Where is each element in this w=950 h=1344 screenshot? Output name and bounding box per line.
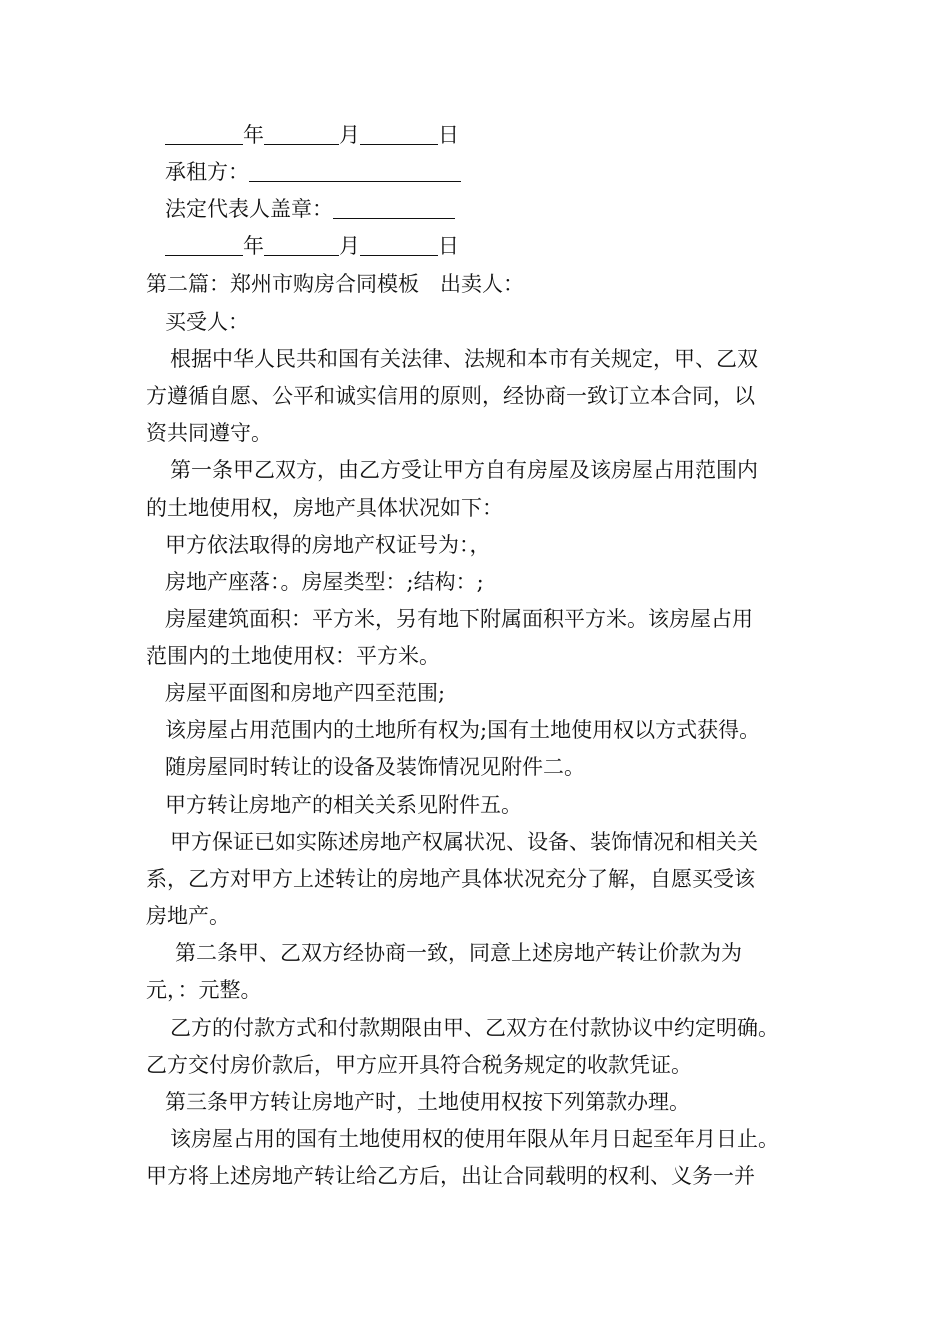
year-blank: [165, 124, 243, 145]
day-label: 日: [438, 234, 459, 258]
text-line: 买受人：: [165, 310, 249, 334]
text-line: 的土地使用权，房地产具体状况如下：: [146, 496, 503, 520]
section-heading: 第二篇：郑州市购房合同模板 出卖人：: [146, 272, 524, 296]
text-line: 第一条甲乙双方，由乙方受让甲方自有房屋及该房屋占用范围内: [170, 458, 758, 482]
text-line: 资共同遵守。: [146, 421, 272, 445]
text-line: 第三条甲方转让房地产时，土地使用权按下列第款办理。: [165, 1090, 690, 1114]
month-blank: [264, 235, 339, 256]
day-blank: [360, 235, 438, 256]
text-line: 甲方依法取得的房地产权证号为：，: [165, 533, 491, 557]
year-label: 年: [243, 234, 264, 258]
text-line: 范围内的土地使用权：平方米。: [146, 644, 440, 668]
text-line: 乙方交付房价款后，甲方应开具符合税务规定的收款凭证。: [146, 1053, 692, 1077]
month-blank: [264, 124, 339, 145]
year-label: 年: [243, 123, 264, 147]
text-line: 乙方的付款方式和付款期限由甲、乙双方在付款协议中约定明确。: [170, 1016, 779, 1040]
text-line: 系，乙方对甲方上述转让的房地产具体状况充分了解，自愿买受该: [146, 867, 755, 891]
text-line: 根据中华人民共和国有关法律、法规和本市有关规定，甲、乙双: [170, 347, 758, 371]
day-blank: [360, 124, 438, 145]
legal-rep-line: [165, 193, 865, 226]
text-line: 甲方将上述房地产转让给乙方后，出让合同载明的权利、义务一并: [146, 1164, 755, 1188]
lessee-blank: [249, 161, 461, 182]
text-line: 随房屋同时转让的设备及装饰情况见附件二。: [165, 755, 585, 779]
text-line: 方遵循自愿、公平和诚实信用的原则，经协商一致订立本合同，以: [146, 384, 755, 408]
lessee-line: [165, 156, 865, 189]
legal-rep-label: 法定代表人盖章：: [165, 197, 333, 221]
year-blank: [165, 235, 243, 256]
text-line: 甲方保证已如实陈述房地产权属状况、设备、装饰情况和相关关: [170, 830, 758, 854]
signature-date-line: [165, 230, 865, 263]
signature-date-line: [165, 119, 865, 152]
text-line: 元，：元整。: [146, 978, 262, 1002]
month-label: 月: [339, 234, 360, 258]
text-line: 房屋建筑面积：平方米，另有地下附属面积平方米。该房屋占用: [165, 607, 753, 631]
text-line: 房地产。: [146, 904, 230, 928]
month-label: 月: [339, 123, 360, 147]
legal-rep-blank: [333, 198, 455, 219]
text-line: 该房屋占用范围内的土地所有权为;国有土地使用权以方式获得。: [165, 718, 761, 742]
text-line: 房地产座落：。房屋类型：;结构：;: [165, 570, 484, 594]
text-line: 第二条甲、乙双方经协商一致，同意上述房地产转让价款为为: [175, 941, 742, 965]
lessee-label: 承租方：: [165, 160, 249, 184]
text-line: 甲方转让房地产的相关关系见附件五。: [165, 793, 522, 817]
text-line: 该房屋占用的国有土地使用权的使用年限从年月日起至年月日止。: [170, 1127, 779, 1151]
day-label: 日: [438, 123, 459, 147]
text-line: 房屋平面图和房地产四至范围;: [165, 681, 446, 705]
